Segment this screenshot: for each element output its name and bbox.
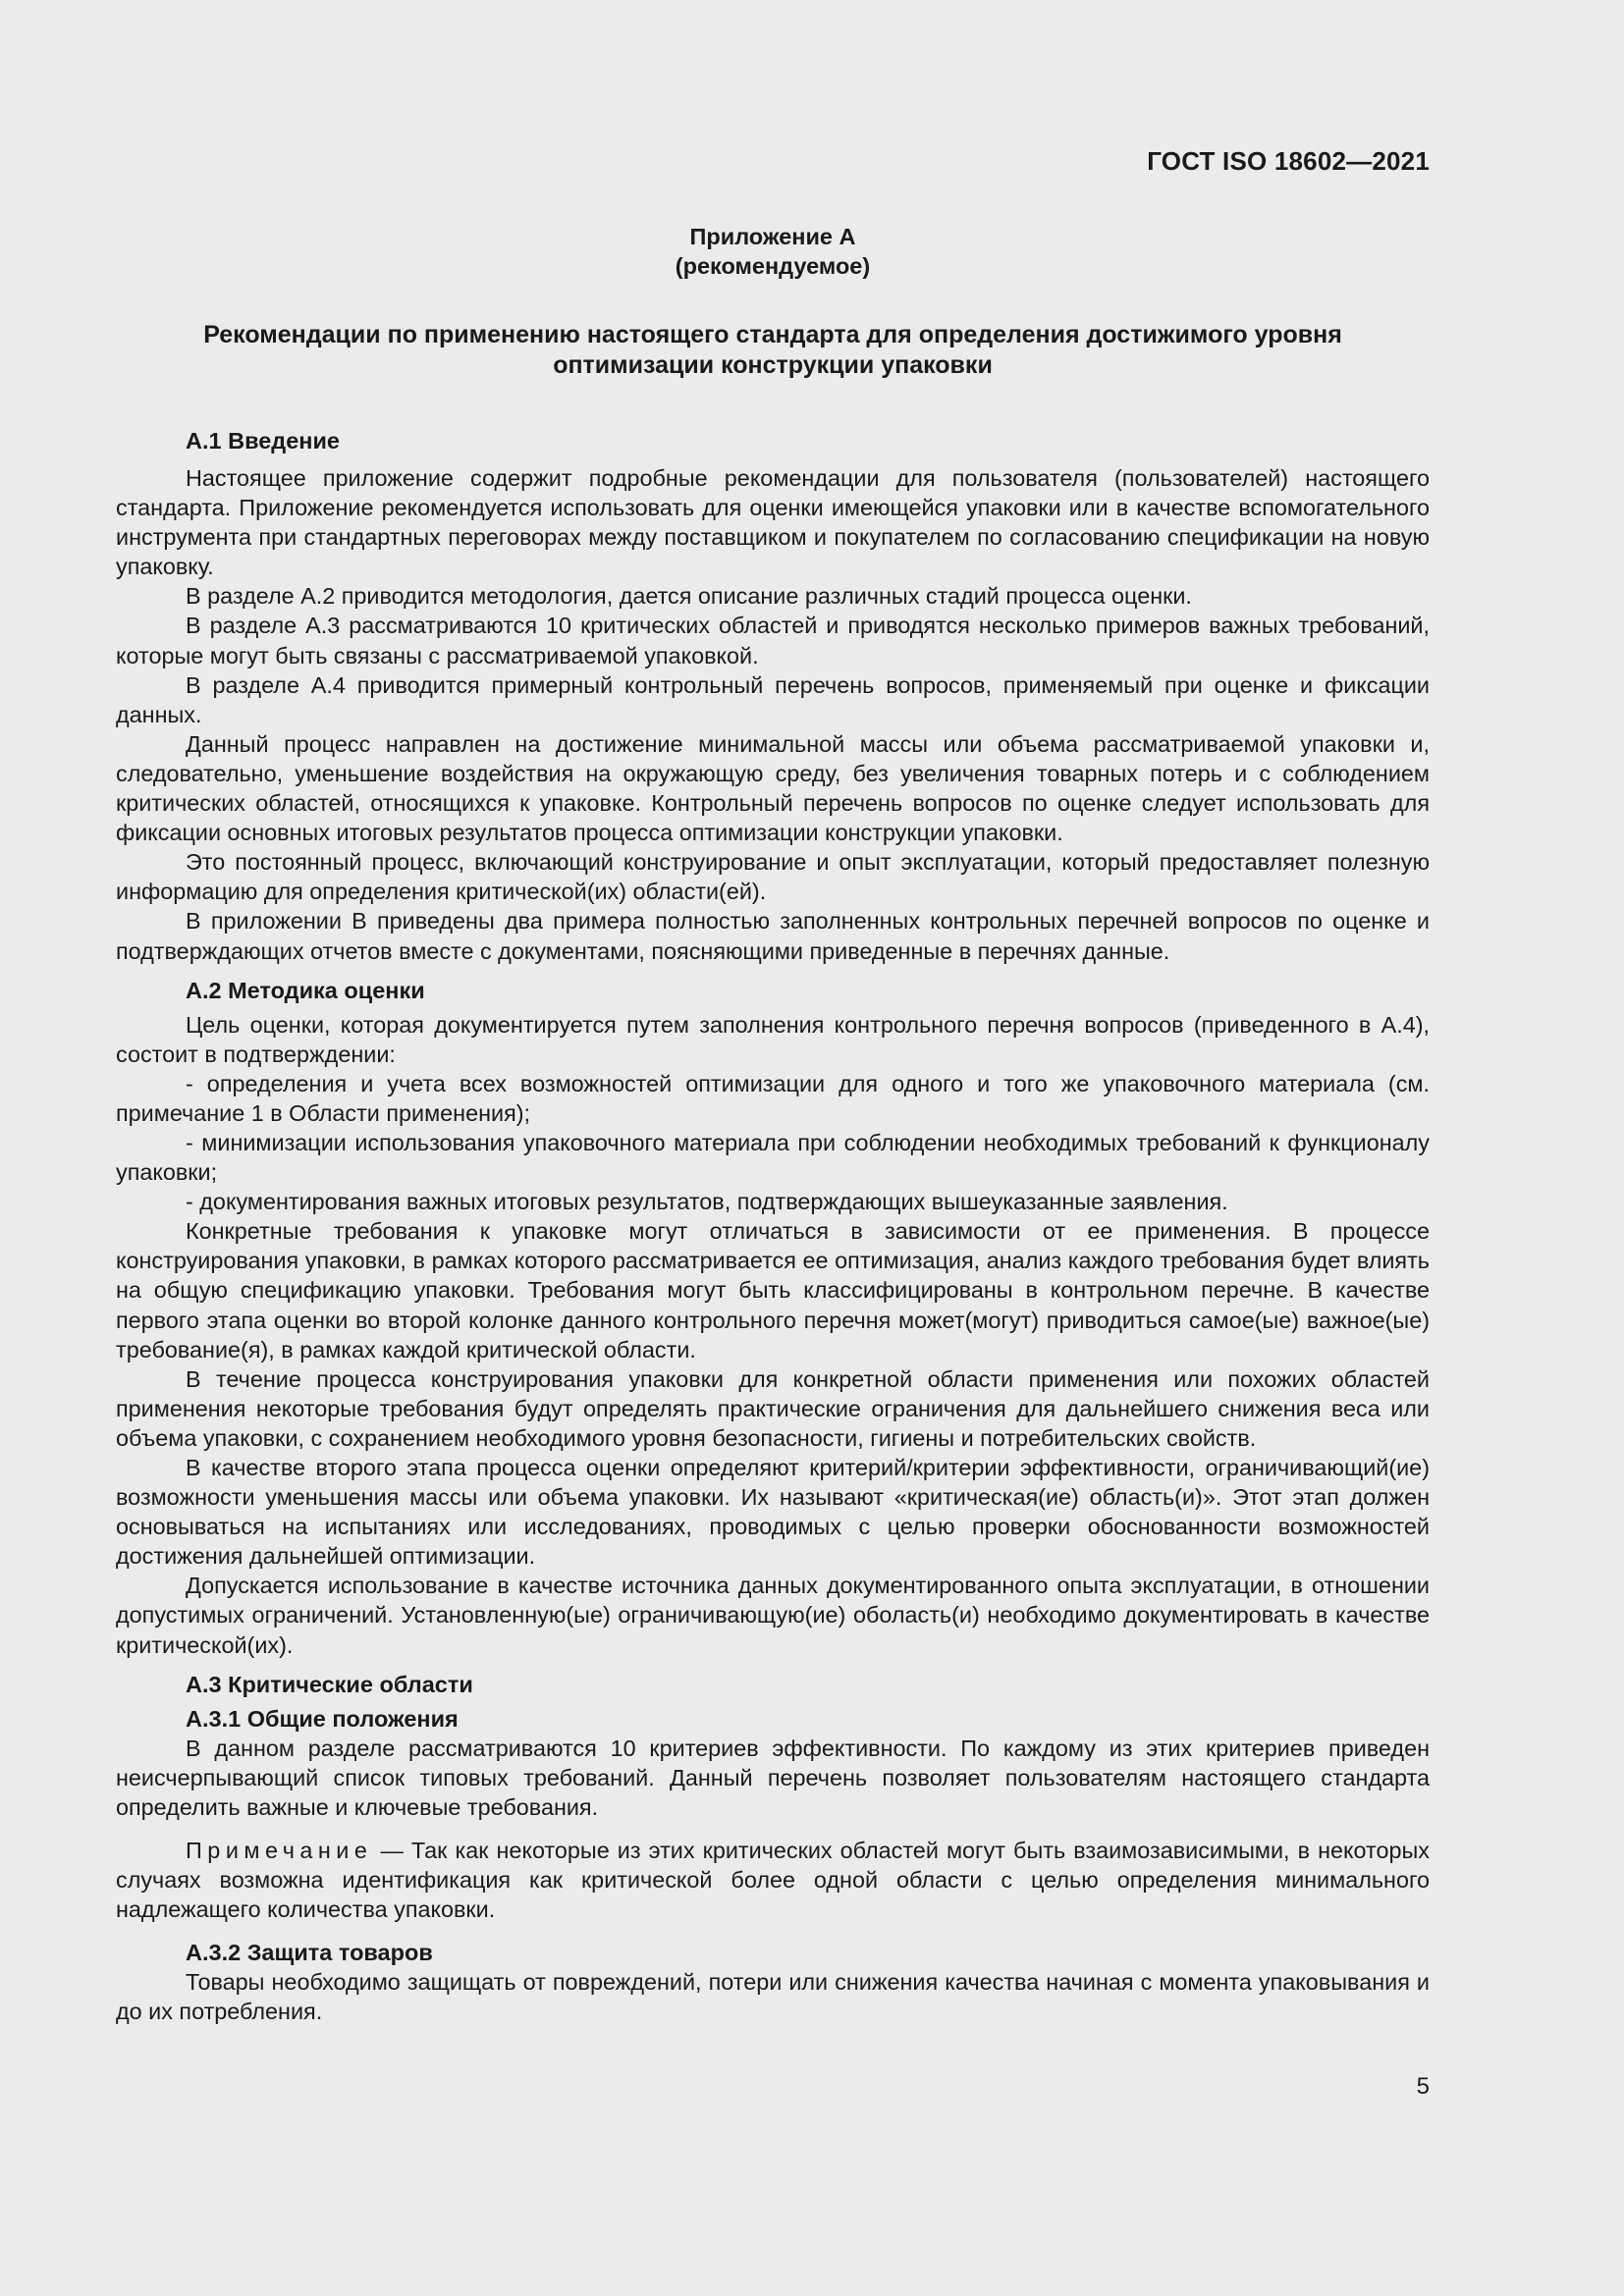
paragraph: В разделе А.4 приводится примерный контрольный перечень вопросов, применяемый при оценке и фиксации данных. xyxy=(116,671,1430,727)
list-item: - документирования важных итоговых результатов, подтверждающих вышеуказанные заявления. xyxy=(186,1189,1228,1215)
paragraph: Цель оценки, которая документируется путем заполнения контрольного перечня вопросов (приведенного в А.4), состоит в подтверждении: xyxy=(116,1011,1430,1067)
paragraph: Настоящее приложение содержит подробные рекомендации для пользователя (пользователей) настоящего стандарта. Приложение рекомендуется использовать для оценки имеющейся упаковки или в качестве вспомогательного инструмента при стандартных переговорах между поставщиком и покупателем по согласованию спецификации на новую упаковку. xyxy=(116,465,1430,580)
section-heading-a2: А.2 Методика оценки xyxy=(186,977,425,1003)
section-heading-a1: А.1 Введение xyxy=(186,428,340,454)
paragraph: Данный процесс направлен на достижение минимальной массы или объема рассматриваемой упаковки и, следовательно, уменьшение воздействия на окружающую среду, без увеличения товарных потерь и с соблюдением критических областей, относящихся к упаковке. Контрольный перечень вопросов по оценке следует использовать для фиксации основных итоговых результатов процесса оптимизации конструкции упаковки. xyxy=(116,730,1430,846)
note-text: — Так как некоторые из этих критических областей могут быть взаимозависимыми, в некоторых случаях возможна идентификация как критической более одной области с целью определения минимального надлежащего количества упаковки. xyxy=(116,1837,1430,1923)
paragraph: Товары необходимо защищать от повреждений, потери или снижения качества начиная с момента упаковывания и до их потребления. xyxy=(116,1969,1430,2025)
note-label: Примечание xyxy=(186,1837,373,1863)
paragraph: В качестве второго этапа процесса оценки определяют критерий/критерии эффективности, ограничивающий(ие) возможности уменьшения массы или объема упаковки. Их называют «критическая(ие) область(и)». Этот этап должен основываться на испытаниях или исследованиях, проводимых с целью проверки обоснованности возможностей достижения дальнейшей оптимизации. xyxy=(116,1455,1430,1570)
subsection-heading-a3-1: А.3.1 Общие положения xyxy=(186,1705,459,1732)
list-item: - определения и учета всех возможностей оптимизации для одного и того же упаковочного материала (см. примечание 1 в Области применения); xyxy=(116,1070,1430,1126)
note xyxy=(116,1836,1430,1924)
paragraph: В данном разделе рассматриваются 10 критериев эффективности. По каждому из этих критериев приведен неисчерпывающий список типовых требований. Данный перечень позволяет пользователям настоящего стандарта определить важные и ключевые требования. xyxy=(116,1735,1430,1820)
paragraph: Допускается использование в качестве источника данных документированного опыта эксплуатации, в отношении допустимых ограничений. Установленную(ые) ограничивающую(ие) оболасть(и) необходимо документировать в качестве критической(их). xyxy=(116,1573,1430,1658)
annex-type: (рекомендуемое) xyxy=(675,253,871,279)
main-title-line-2: оптимизации конструкции упаковки xyxy=(553,351,993,379)
page-number: 5 xyxy=(1416,2073,1430,2100)
main-title xyxy=(116,320,1430,381)
paragraph: Конкретные требования к упаковке могут отличаться в зависимости от ее применения. В процессе конструирования упаковки, в рамках которого рассматривается ее оптимизация, анализ каждого требования будет влиять на общую спецификацию упаковки. Требования могут быть классифицированы в контрольном перечне. В качестве первого этапа оценки во второй колонке данного контрольного перечня может(могут) приводиться самое(ые) важное(ые) требование(я), в рамках каждой критической области. xyxy=(116,1218,1430,1362)
paragraph: В разделе А.3 рассматриваются 10 критических областей и приводятся несколько примеров важных требований, которые могут быть связаны с рассматриваемой упаковкой. xyxy=(116,613,1430,668)
subsection-heading-a3-2: А.3.2 Защита товаров xyxy=(186,1940,433,1966)
section-heading-a3: А.3 Критические области xyxy=(186,1671,473,1697)
main-title-line-1: Рекомендации по применению настоящего стандарта для определения достижимого уровня xyxy=(203,321,1342,348)
paragraph: Это постоянный процесс, включающий конструирование и опыт эксплуатации, который предоставляет полезную информацию для определения критической(их) области(ей). xyxy=(116,849,1430,905)
paragraph: В течение процесса конструирования упаковки для конкретной области применения или похожих областей применения некоторые требования будут определять практические ограничения для дальнейшего снижения веса или объема упаковки, с сохранением необходимого уровня безопасности, гигиены и потребительских свойств. xyxy=(116,1365,1430,1451)
paragraph: В приложении В приведены два примера полностью заполненных контрольных перечней вопросов по оценке и подтверждающих отчетов вместе с документами, поясняющими приведенные в перечнях данные. xyxy=(116,908,1430,964)
document-code: ГОСТ ISO 18602—2021 xyxy=(1147,146,1430,176)
page-content xyxy=(116,222,1430,2026)
paragraph: В разделе А.2 приводится методология, дается описание различных стадий процесса оценки. xyxy=(186,583,1192,610)
annex-title: Приложение А xyxy=(689,224,856,249)
list-item: - минимизации использования упаковочного материала при соблюдении необходимых требований к функционалу упаковки; xyxy=(116,1129,1430,1186)
